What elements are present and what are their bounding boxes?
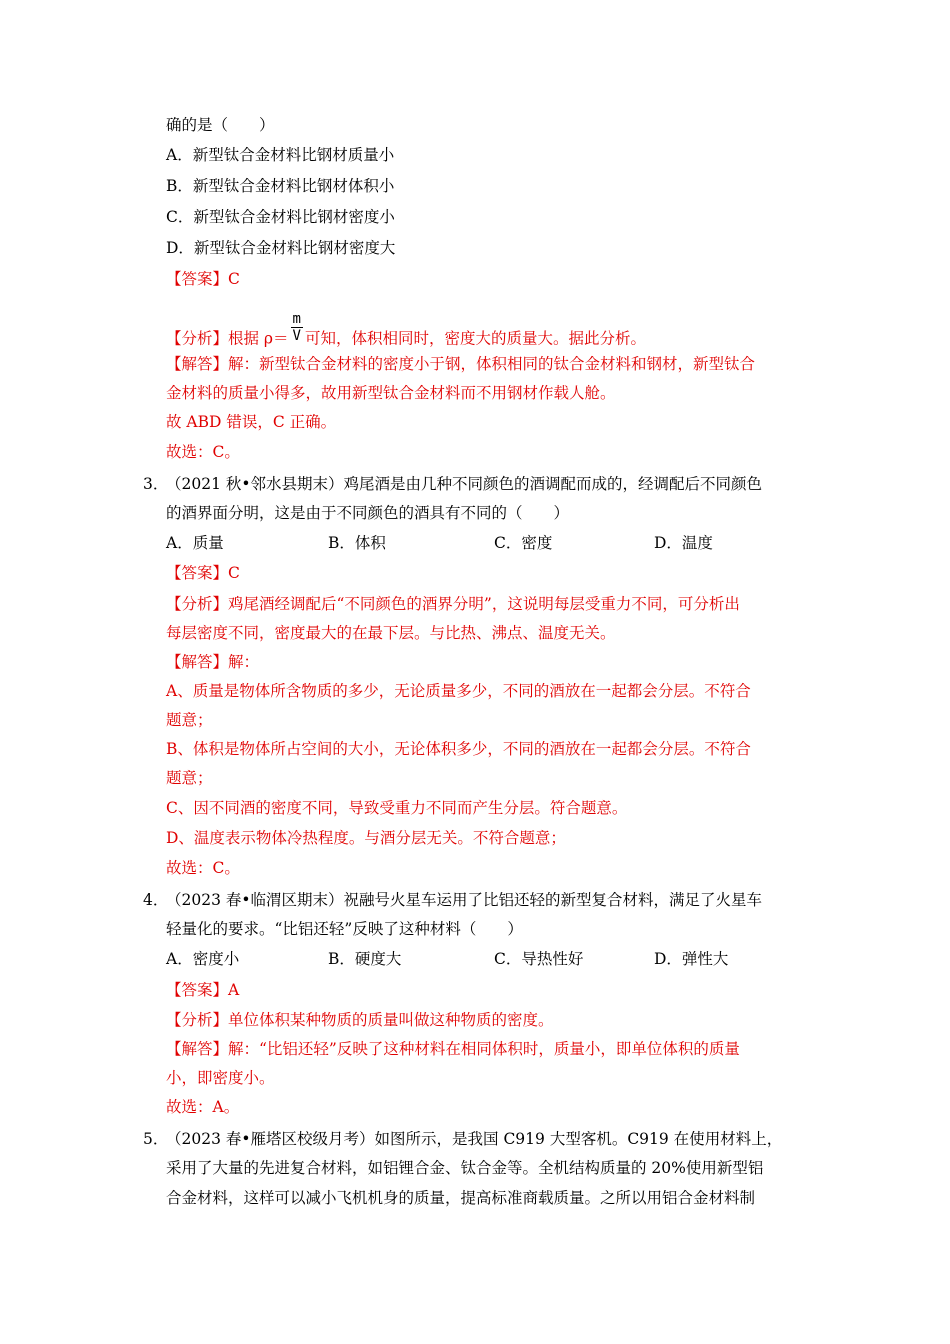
- q3-analysis-line-1: 【分析】鸡尾酒经调配后“不同颜色的酒界分明”，这说明每层受重力不同，可分析出: [166, 595, 740, 613]
- q3-number: 3．: [143, 475, 169, 493]
- q2-analysis-suffix: 可知，体积相同时，密度大的质量大。据此分析。: [304, 329, 646, 348]
- density-formula: [291, 311, 303, 344]
- q2-option-a: A．新型钛合金材料比钢材质量小: [166, 146, 395, 164]
- q4-solution-line-1: 【解答】解：“比铝还轻”反映了这种材料在相同体积时，质量小，即单位体积的质量: [166, 1040, 740, 1058]
- q4-solution-line-3: 故选：A。: [166, 1098, 240, 1116]
- q3-stem-line-2: 的酒界面分明，这是由于不同颜色的酒具有不同的（ ）: [166, 504, 570, 522]
- q3-option-c: C．密度: [494, 534, 553, 552]
- q3-option-a: A．质量: [166, 534, 224, 552]
- q4-analysis: 【分析】单位体积某种物质的质量叫做这种物质的密度。: [166, 1011, 554, 1029]
- q3-solution-line-1: 【解答】解：: [166, 653, 260, 671]
- q2-option-c: C．新型钛合金材料比钢材密度小: [166, 208, 395, 226]
- q5-number: 5．: [143, 1130, 169, 1148]
- q4-option-b: B．硬度大: [328, 950, 402, 968]
- q3-option-d: D．温度: [654, 534, 713, 552]
- q5-stem-line-3: 合金材料，这样可以减小飞机机身的质量，提高标准商载质量。之所以用铝合金材料制: [166, 1189, 756, 1207]
- q2-solution-line-1: 【解答】解：新型钛合金材料的密度小于钢，体积相同的钛合金材料和钢材，新型钛合: [166, 355, 756, 373]
- q4-number: 4．: [143, 891, 169, 909]
- q5-stem-line-1: （2023 春•雁塔区校级月考）如图所示，是我国 C919 大型客机。C919 在使用材料上，: [166, 1130, 783, 1148]
- q3-solution-line-2: A、质量是物体所含物质的多少，无论质量多少，不同的酒放在一起都会分层。不符合: [166, 682, 751, 700]
- q2-analysis: [166, 311, 646, 356]
- q2-solution-line-4: 故选：C。: [166, 443, 240, 461]
- q2-solution-line-3: 故 ABD 错误，C 正确。: [166, 413, 337, 431]
- q3-solution-line-3: 题意；: [166, 711, 213, 729]
- q3-solution-line-5: 题意；: [166, 769, 213, 787]
- q4-answer: 【答案】A: [166, 981, 240, 999]
- q3-option-b: B．体积: [328, 534, 386, 552]
- q3-solution-line-7: D、温度表示物体冷热程度。与酒分层无关。不符合题意；: [166, 829, 566, 847]
- q3-analysis-line-2: 每层密度不同，密度最大的在最下层。与比热、沸点、温度无关。: [166, 624, 616, 642]
- q5-stem-line-2: 采用了大量的先进复合材料，如铝锂合金、钛合金等。全机结构质量的 20%使用新型铝: [166, 1159, 764, 1177]
- q2-answer: 【答案】C: [166, 270, 240, 288]
- q4-stem-line-2: 轻量化的要求。“比铝还轻”反映了这种材料（ ）: [166, 920, 523, 938]
- q3-solution-line-6: C、因不同酒的密度不同，导致受重力不同而产生分层。符合题意。: [166, 799, 628, 817]
- q3-stem-line-1: （2021 秋•邻水县期末）鸡尾酒是由几种不同颜色的酒调配而成的，经调配后不同颜色: [166, 475, 763, 493]
- q4-option-c: C．导热性好: [494, 950, 584, 968]
- q3-solution-line-8: 故选：C。: [166, 859, 240, 877]
- formula-numerator: m: [292, 311, 301, 327]
- q2-option-b: B．新型钛合金材料比钢材体积小: [166, 177, 395, 195]
- q4-solution-line-2: 小，即密度小。: [166, 1069, 275, 1087]
- q3-answer: 【答案】C: [166, 564, 240, 582]
- q4-option-d: D．弹性大: [654, 950, 729, 968]
- q4-option-a: A．密度小: [166, 950, 240, 968]
- q3-solution-line-4: B、体积是物体所占空间的大小，无论体积多少，不同的酒放在一起都会分层。不符合: [166, 740, 751, 758]
- q2-option-d: D．新型钛合金材料比钢材密度大: [166, 239, 396, 257]
- q2-solution-line-2: 金材料的质量小得多，故用新型钛合金材料而不用钢材作载人舱。: [166, 384, 616, 402]
- q2-analysis-prefix: 【分析】根据 ρ＝: [166, 329, 289, 348]
- formula-denominator: V: [292, 328, 301, 344]
- q2-stem-tail: 确的是（ ）: [166, 116, 275, 134]
- q4-stem-line-1: （2023 春•临渭区期末）祝融号火星车运用了比铝还轻的新型复合材料，满足了火星车: [166, 891, 763, 909]
